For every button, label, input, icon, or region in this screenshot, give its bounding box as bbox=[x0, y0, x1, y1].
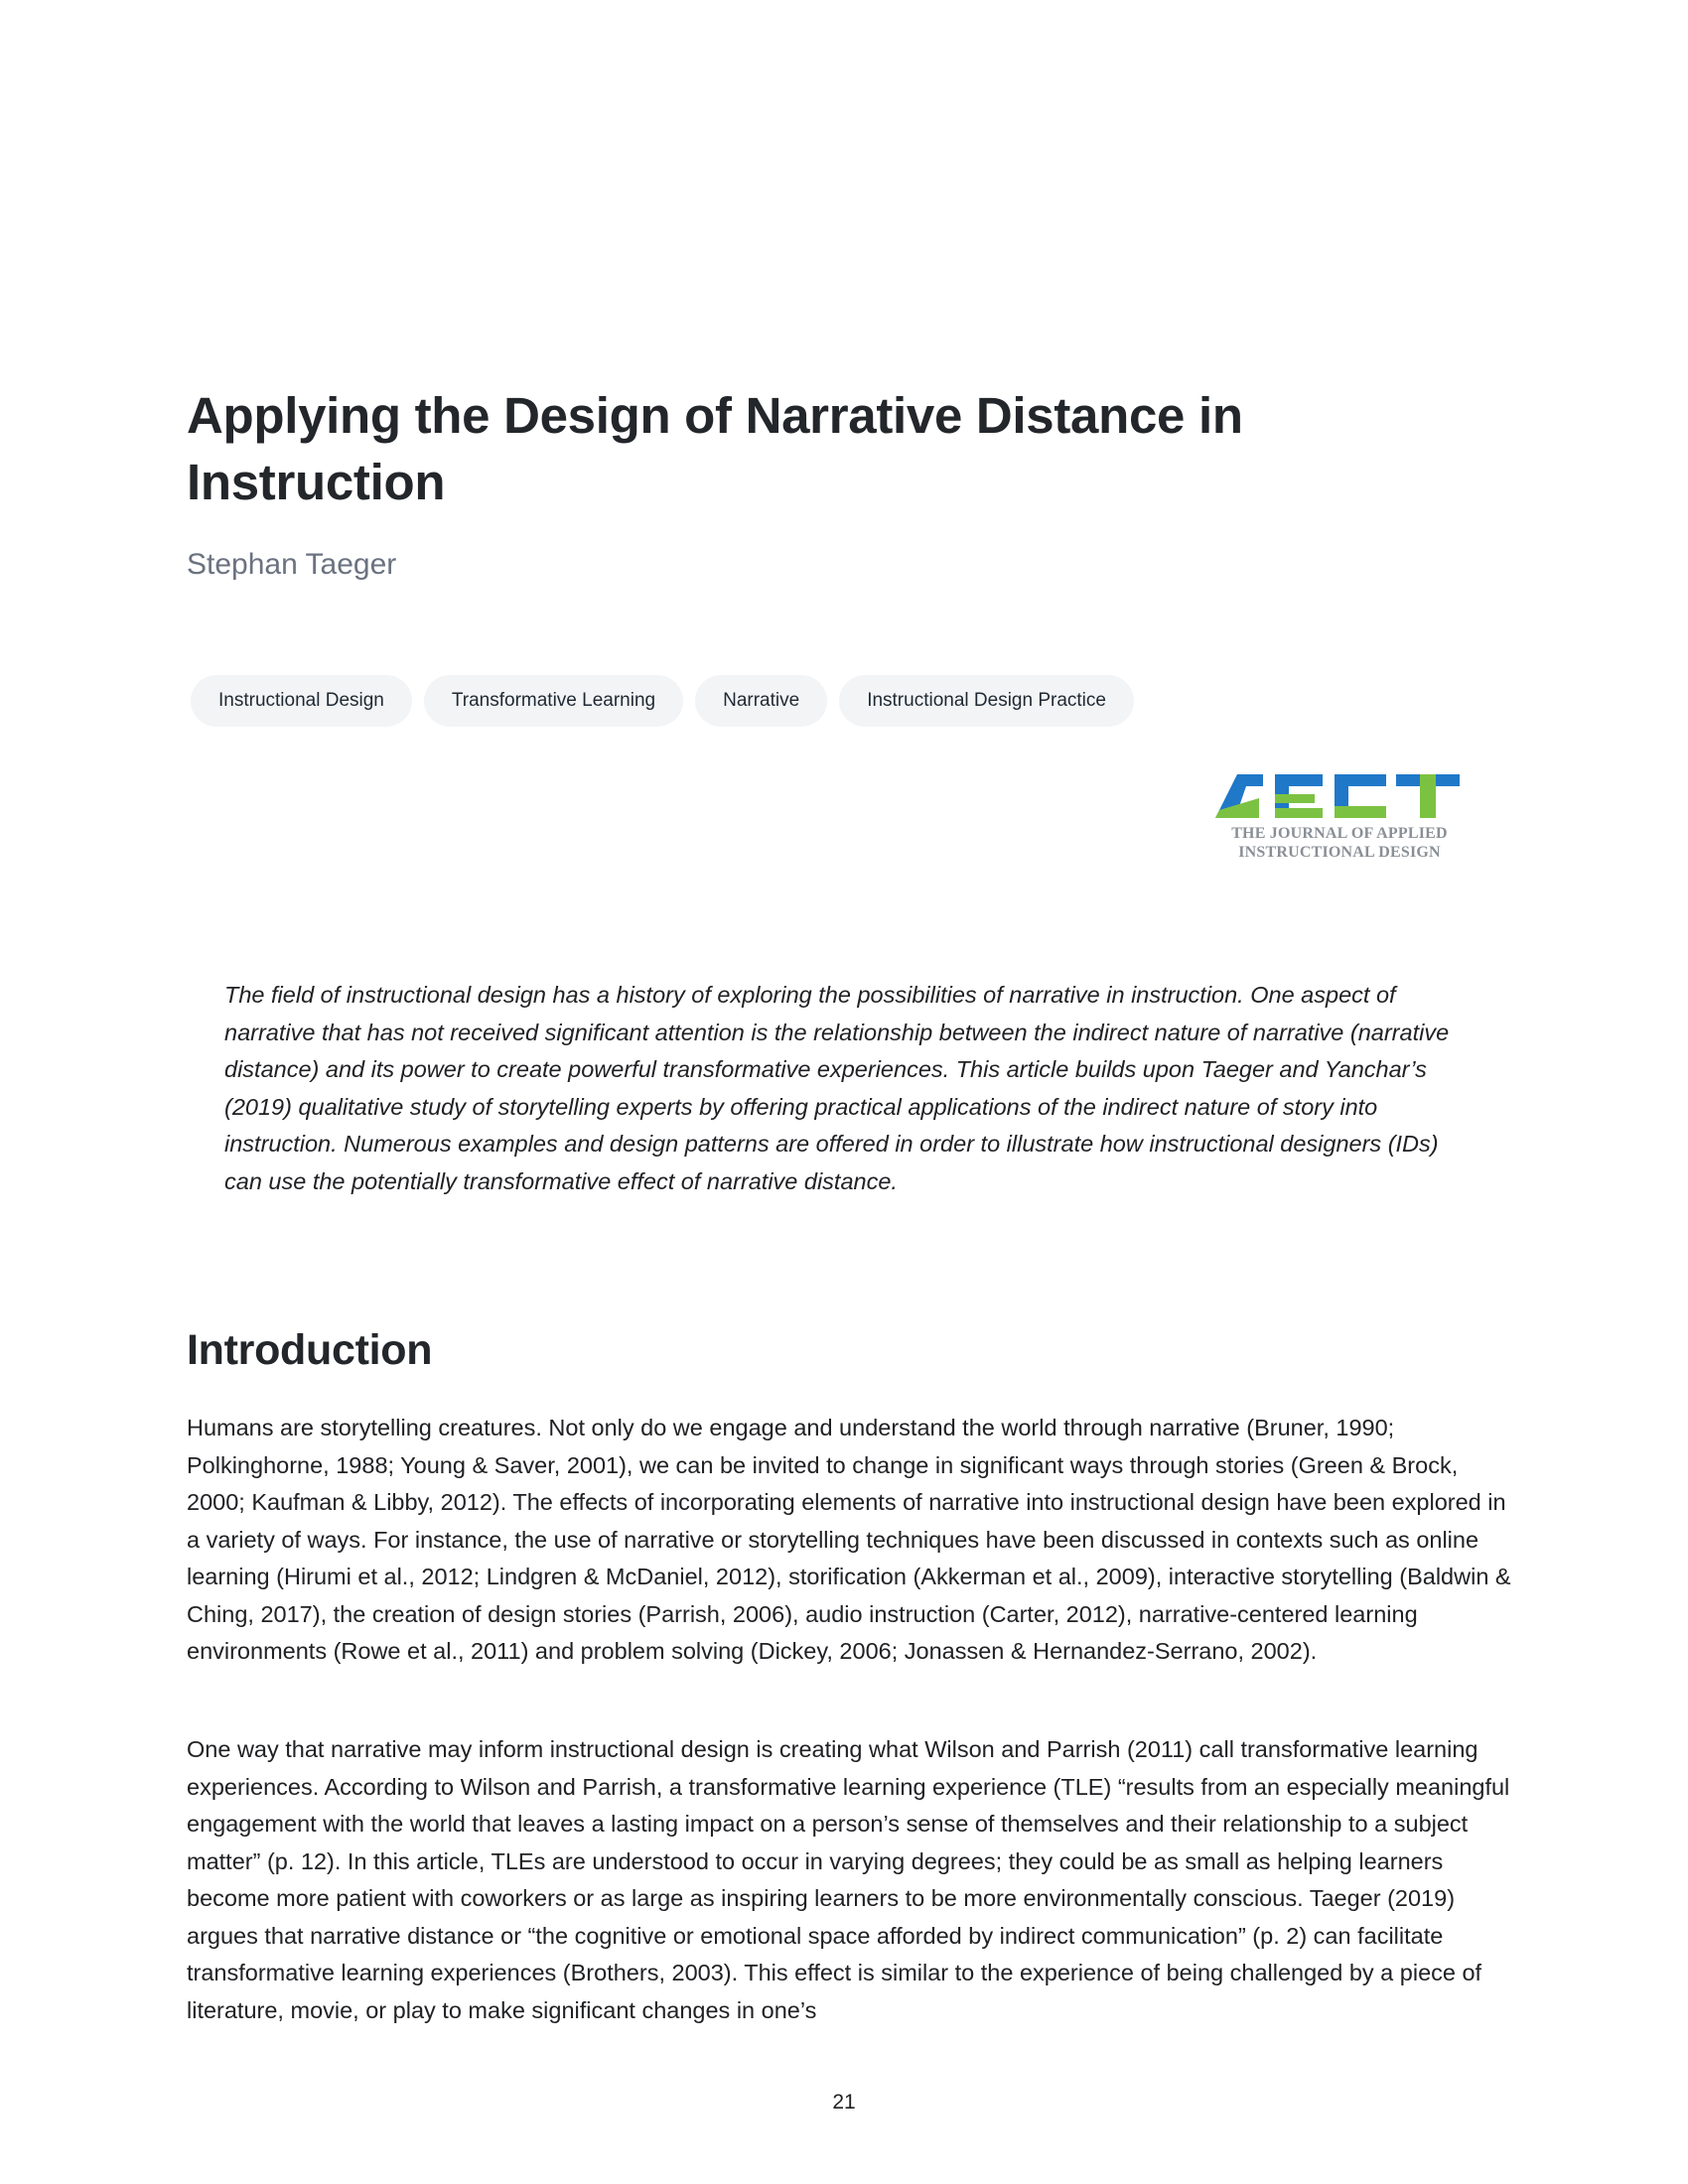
article-author: Stephan Taeger bbox=[187, 548, 397, 581]
article-title: Applying the Design of Narrative Distance in Instruction bbox=[187, 387, 1243, 510]
page-number: 21 bbox=[832, 2091, 856, 2114]
section-heading: Introduction bbox=[187, 1326, 433, 1374]
aect-logo-mark bbox=[1215, 770, 1464, 820]
body-paragraph: One way that narrative may inform instructional design is creating what Wilson and Parrish (2011) call transformative learning experiences. According to Wilson and Parrish, a transformative learning experience (TLE) “results from an especially meaningful engagement with the world that leaves a lasting impact on a person’s sense of themselves and their relationship to a subject matter” (p. 12). In this article, TLEs are understood to occur in varying degrees; they could be as small as helping learners become more patient with coworkers or as large as inspiring learners to be more environmentally conscious. Taeger (2019) argues that narrative distance or “the cognitive or emotional space afforded by indirect communication” (p. 2) can facilitate transformative learning experiences (Brothers, 2003). This effect is similar to the experience of being challenged by a piece of literature, movie, or play to make significant changes in one’s bbox=[187, 1736, 1510, 2023]
tag-transformative-learning[interactable]: Transformative Learning bbox=[424, 675, 683, 727]
logo-subtitle: THE JOURNAL OF APPLIED INSTRUCTIONAL DESIGN bbox=[1231, 825, 1448, 861]
tag-narrative[interactable]: Narrative bbox=[695, 675, 827, 727]
body-paragraph: Humans are storytelling creatures. Not only do we engage and understand the world through narrative (Bruner, 1990; Polkinghorne, 1988; Young & Saver, 2001), we can be invited to change in significant ways through stories (Green & Brock, 2000; Kaufman & Libby, 2012). The effects of incorporating elements of narrative into instructional design have been explored in a variety of ways. For instance, the use of narrative or storytelling techniques have been discussed in contexts such as online learning (Hirumi et al., 2012; Lindgren & McDaniel, 2012), storification (Akkerman et al., 2009), interactive storytelling (Baldwin & Ching, 2017), the creation of design stories (Parrish, 2006), audio instruction (Carter, 2012), narrative-centered learning environments (Rowe et al., 2011) and problem solving (Dickey, 2006; Jonassen & Hernandez-Serrano, 2002). bbox=[187, 1415, 1511, 1664]
tag-list bbox=[191, 675, 1134, 727]
tag-instructional-design[interactable]: Instructional Design bbox=[191, 675, 412, 727]
article-abstract: The field of instructional design has a history of exploring the possibilities of narrative in instruction. One aspect of narrative that has not received significant attention is the relationship between the indirect nature of narrative (narrative distance) and its power to create powerful transformative experiences. This article builds upon Taeger and Yanchar’s (2019) qualitative study of storytelling experts by offering practical applications of the indirect nature of story into instruction. Numerous examples and design patterns are offered in order to illustrate how instructional designers (IDs) can use the potentially transformative effect of narrative distance. bbox=[224, 982, 1450, 1194]
journal-logo bbox=[1215, 770, 1474, 880]
tag-instructional-design-practice[interactable]: Instructional Design Practice bbox=[839, 675, 1134, 727]
